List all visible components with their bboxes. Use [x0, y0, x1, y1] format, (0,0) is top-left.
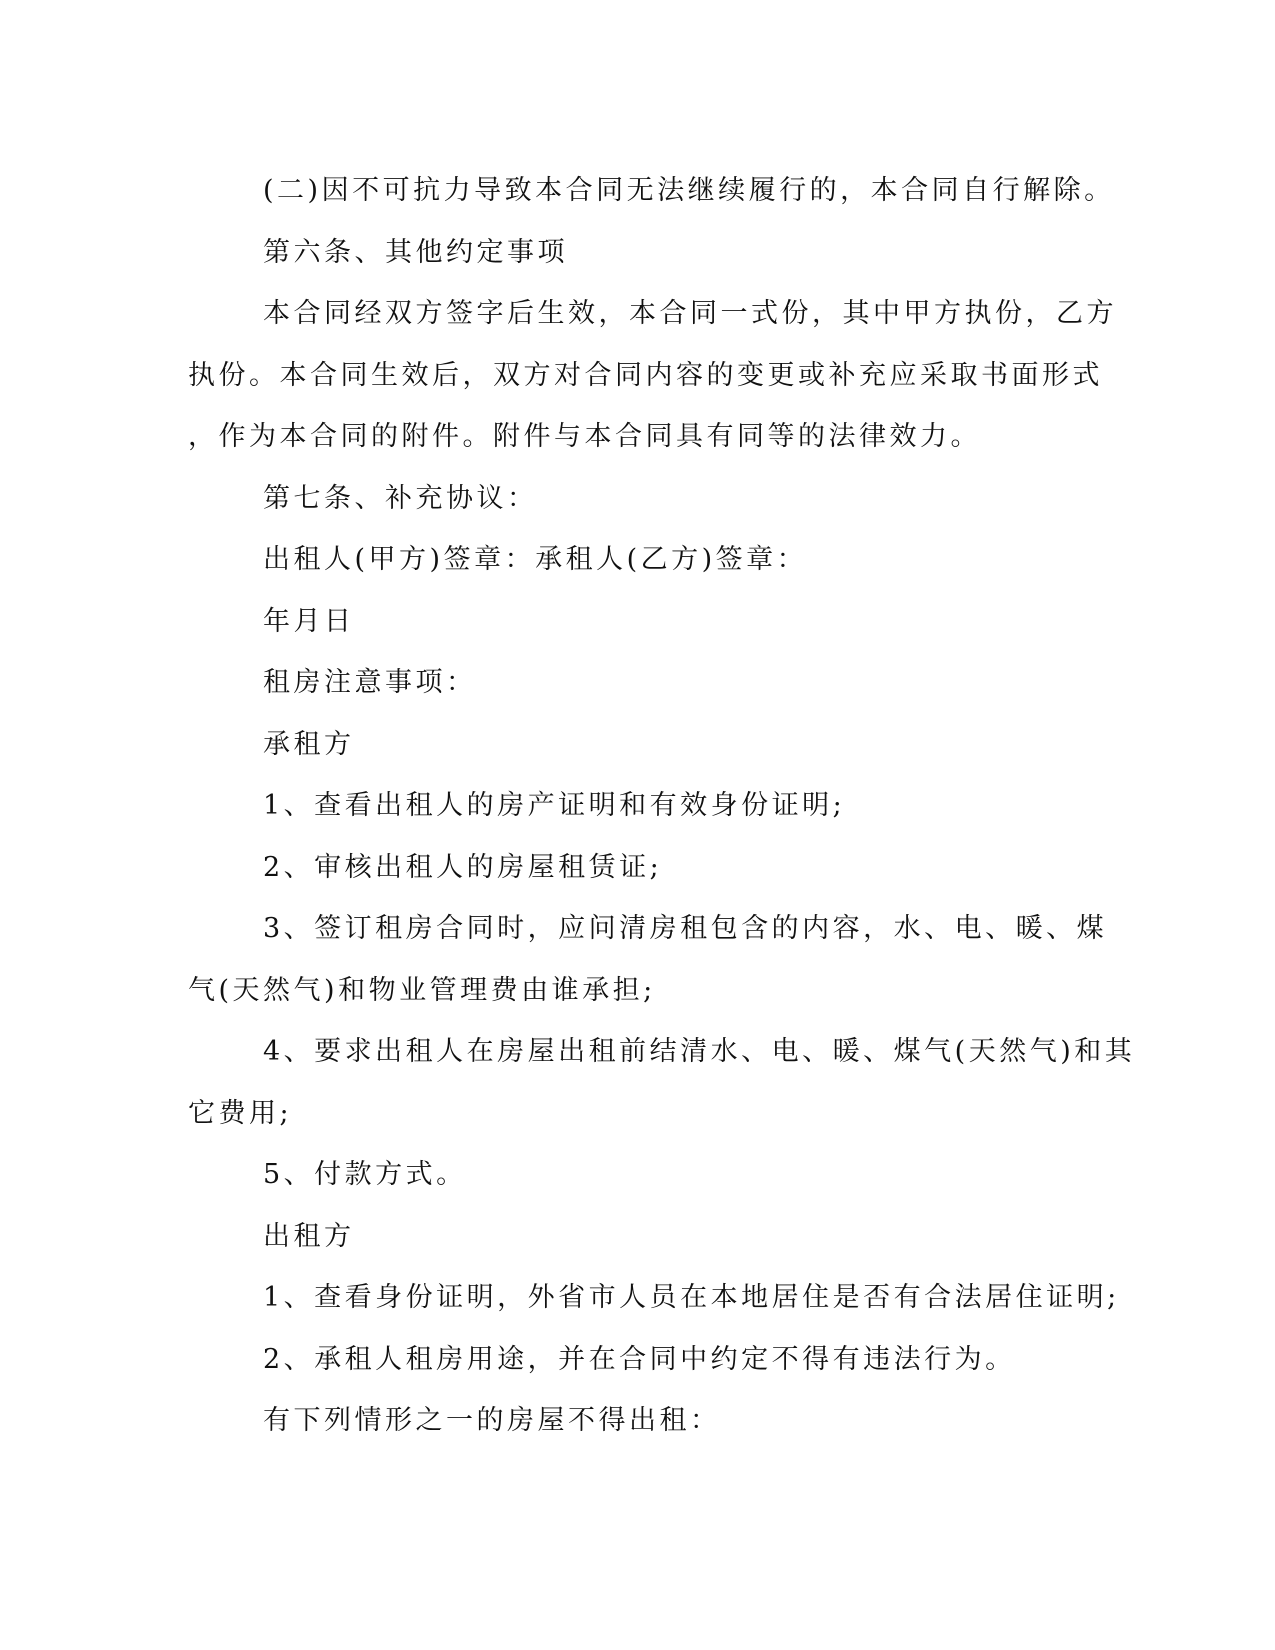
list-item: 2、承租人租房用途，并在合同中约定不得有违法行为。 — [263, 1343, 1016, 1375]
paragraph-line: 有下列情形之一的房屋不得出租： — [263, 1405, 721, 1436]
paragraph-line: 本合同经双方签字后生效，本合同一式份，其中甲方执份，乙方 — [263, 298, 1117, 329]
list-item-continuation: 气(天然气)和物业管理费由谁承担; — [188, 974, 656, 1006]
paragraph-line: (二)因不可抗力导致本合同无法继续履行的，本合同自行解除。 — [263, 175, 1115, 206]
list-item: 2、审核出租人的房屋租赁证; — [263, 851, 663, 883]
notes-heading: 租房注意事项： — [263, 667, 477, 698]
paragraph-line: 执份。本合同生效后，双方对合同内容的变更或补充应采取书面形式 — [188, 359, 1103, 391]
section-heading: 第六条、其他约定事项 — [263, 236, 568, 268]
list-item-continuation: 它费用; — [188, 1097, 293, 1129]
date-line: 年月日 — [263, 605, 355, 637]
document-body — [188, 160, 1136, 1452]
list-item: 5、付款方式。 — [263, 1159, 467, 1190]
list-item: 4、要求出租人在房屋出租前结清水、电、暖、煤气(天然气)和其 — [263, 1036, 1136, 1067]
subheading-landlord: 出租方 — [263, 1220, 355, 1252]
paragraph-line: ，作为本合同的附件。附件与本合同具有同等的法律效力。 — [188, 421, 981, 452]
list-item: 3、签订租房合同时，应问清房租包含的内容，水、电、暖、煤 — [263, 913, 1108, 944]
section-heading: 第七条、补充协议： — [263, 482, 538, 514]
subheading-tenant: 承租方 — [263, 728, 355, 760]
list-item: 1、查看身份证明，外省市人员在本地居住是否有合法居住证明; — [263, 1282, 1120, 1313]
signature-line: 出租人(甲方)签章：承租人(乙方)签章： — [263, 544, 808, 575]
list-item: 1、查看出租人的房产证明和有效身份证明; — [263, 790, 846, 821]
